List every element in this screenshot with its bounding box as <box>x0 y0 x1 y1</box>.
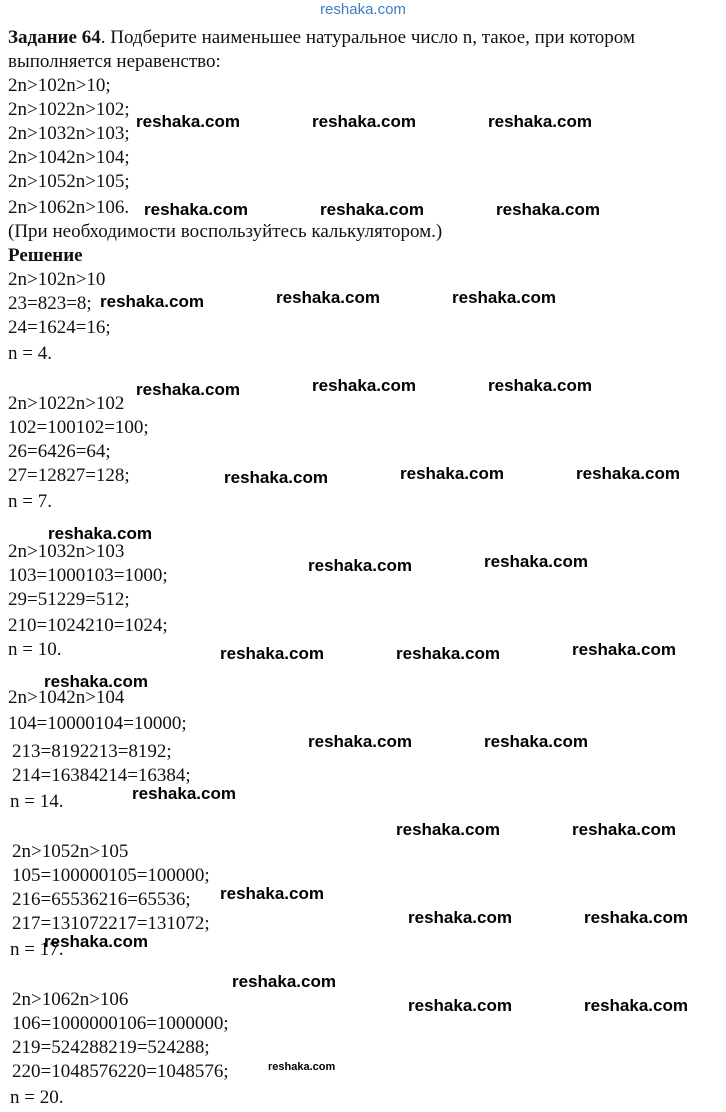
solution-line: 2n>1042n>104 <box>8 687 125 708</box>
watermark-text: reshaka.com <box>484 732 588 751</box>
task-hint: (При необходимости воспользуйтесь калькулятором.) <box>8 221 443 242</box>
site-header-link[interactable]: reshaka.com <box>320 1 406 18</box>
watermark-text: reshaka.com <box>224 468 328 487</box>
task-inequality: 2n>102n>10; <box>8 75 111 96</box>
watermark-text: reshaka.com <box>100 292 204 311</box>
solution-line: 104=10000104=10000; <box>8 713 187 734</box>
solution-line: 213=8192213=8192; <box>12 741 172 762</box>
watermark-text: reshaka.com <box>320 200 424 219</box>
watermark-text: reshaka.com <box>48 524 152 543</box>
watermark-text: reshaka.com <box>220 644 324 663</box>
watermark-text: reshaka.com <box>488 112 592 131</box>
watermark-text: reshaka.com <box>136 112 240 131</box>
watermark-text: reshaka.com <box>268 1061 336 1073</box>
watermark-text: reshaka.com <box>312 376 416 395</box>
solution-line: 2n>1022n>102 <box>8 393 125 414</box>
task-title-line <box>8 26 635 50</box>
task-inequality: 2n>1022n>102; <box>8 99 130 120</box>
watermark-text: reshaka.com <box>308 732 412 751</box>
watermark-text: reshaka.com <box>488 376 592 395</box>
watermark-text: reshaka.com <box>396 644 500 663</box>
watermark-text: reshaka.com <box>572 640 676 659</box>
solution-line: 214=16384214=16384; <box>12 765 191 786</box>
solution-line: 217=131072217=131072; <box>12 913 210 934</box>
solution-answer: n = 14. <box>10 791 64 812</box>
solution-line: 26=6426=64; <box>8 441 111 462</box>
watermark-text: reshaka.com <box>572 820 676 839</box>
solution-answer: n = 17. <box>10 939 64 960</box>
watermark-text: reshaka.com <box>44 932 148 951</box>
solution-line: 106=1000000106=1000000; <box>12 1013 229 1034</box>
watermark-text: reshaka.com <box>132 784 236 803</box>
solution-line: 219=524288219=524288; <box>12 1037 210 1058</box>
watermark-text: reshaka.com <box>276 288 380 307</box>
watermark-text: reshaka.com <box>452 288 556 307</box>
task-text-line1: . Подберите наименьшее натуральное число n, такое, при котором <box>100 27 635 48</box>
watermark-text: reshaka.com <box>408 996 512 1015</box>
solution-line: 2n>1062n>106 <box>12 989 129 1010</box>
task-inequality: 2n>1062n>106. <box>8 197 130 218</box>
watermark-text: reshaka.com <box>312 112 416 131</box>
watermark-text: reshaka.com <box>584 908 688 927</box>
solution-line: 29=51229=512; <box>8 589 130 610</box>
task-text-line2: выполняется неравенство: <box>8 51 221 72</box>
solution-line: 2n>1032n>103 <box>8 541 125 562</box>
watermark-text: reshaka.com <box>584 996 688 1015</box>
watermark-text: reshaka.com <box>484 552 588 571</box>
watermark-text: reshaka.com <box>576 464 680 483</box>
solution-line: 23=823=8; <box>8 293 92 314</box>
solution-line: 102=100102=100; <box>8 417 149 438</box>
solution-answer: n = 10. <box>8 639 62 660</box>
solution-line: 105=100000105=100000; <box>12 865 210 886</box>
solution-answer: n = 20. <box>10 1087 64 1108</box>
watermark-text: reshaka.com <box>496 200 600 219</box>
watermark-text: reshaka.com <box>44 672 148 691</box>
solution-line: 216=65536216=65536; <box>12 889 191 910</box>
solution-line: 27=12827=128; <box>8 465 130 486</box>
task-inequality: 2n>1052n>105; <box>8 171 130 192</box>
solution-line: 210=1024210=1024; <box>8 615 168 636</box>
solution-line: 2n>1052n>105 <box>12 841 129 862</box>
task-label: Задание 64 <box>8 27 101 48</box>
watermark-text: reshaka.com <box>232 972 336 991</box>
watermark-text: reshaka.com <box>408 908 512 927</box>
solution-line: 103=1000103=1000; <box>8 565 168 586</box>
task-inequality: 2n>1032n>103; <box>8 123 130 144</box>
solution-line: 24=1624=16; <box>8 317 111 338</box>
watermark-text: reshaka.com <box>220 884 324 903</box>
watermark-text: reshaka.com <box>136 380 240 399</box>
solution-answer: n = 7. <box>8 491 52 512</box>
solution-line: 2n>102n>10 <box>8 269 106 290</box>
watermark-text: reshaka.com <box>308 556 412 575</box>
solution-heading: Решение <box>8 245 83 266</box>
watermark-text: reshaka.com <box>396 820 500 839</box>
watermark-text: reshaka.com <box>144 200 248 219</box>
solution-line: 220=1048576220=1048576; <box>12 1061 229 1082</box>
watermark-text: reshaka.com <box>400 464 504 483</box>
task-inequality: 2n>1042n>104; <box>8 147 130 168</box>
solution-answer: n = 4. <box>8 343 52 364</box>
